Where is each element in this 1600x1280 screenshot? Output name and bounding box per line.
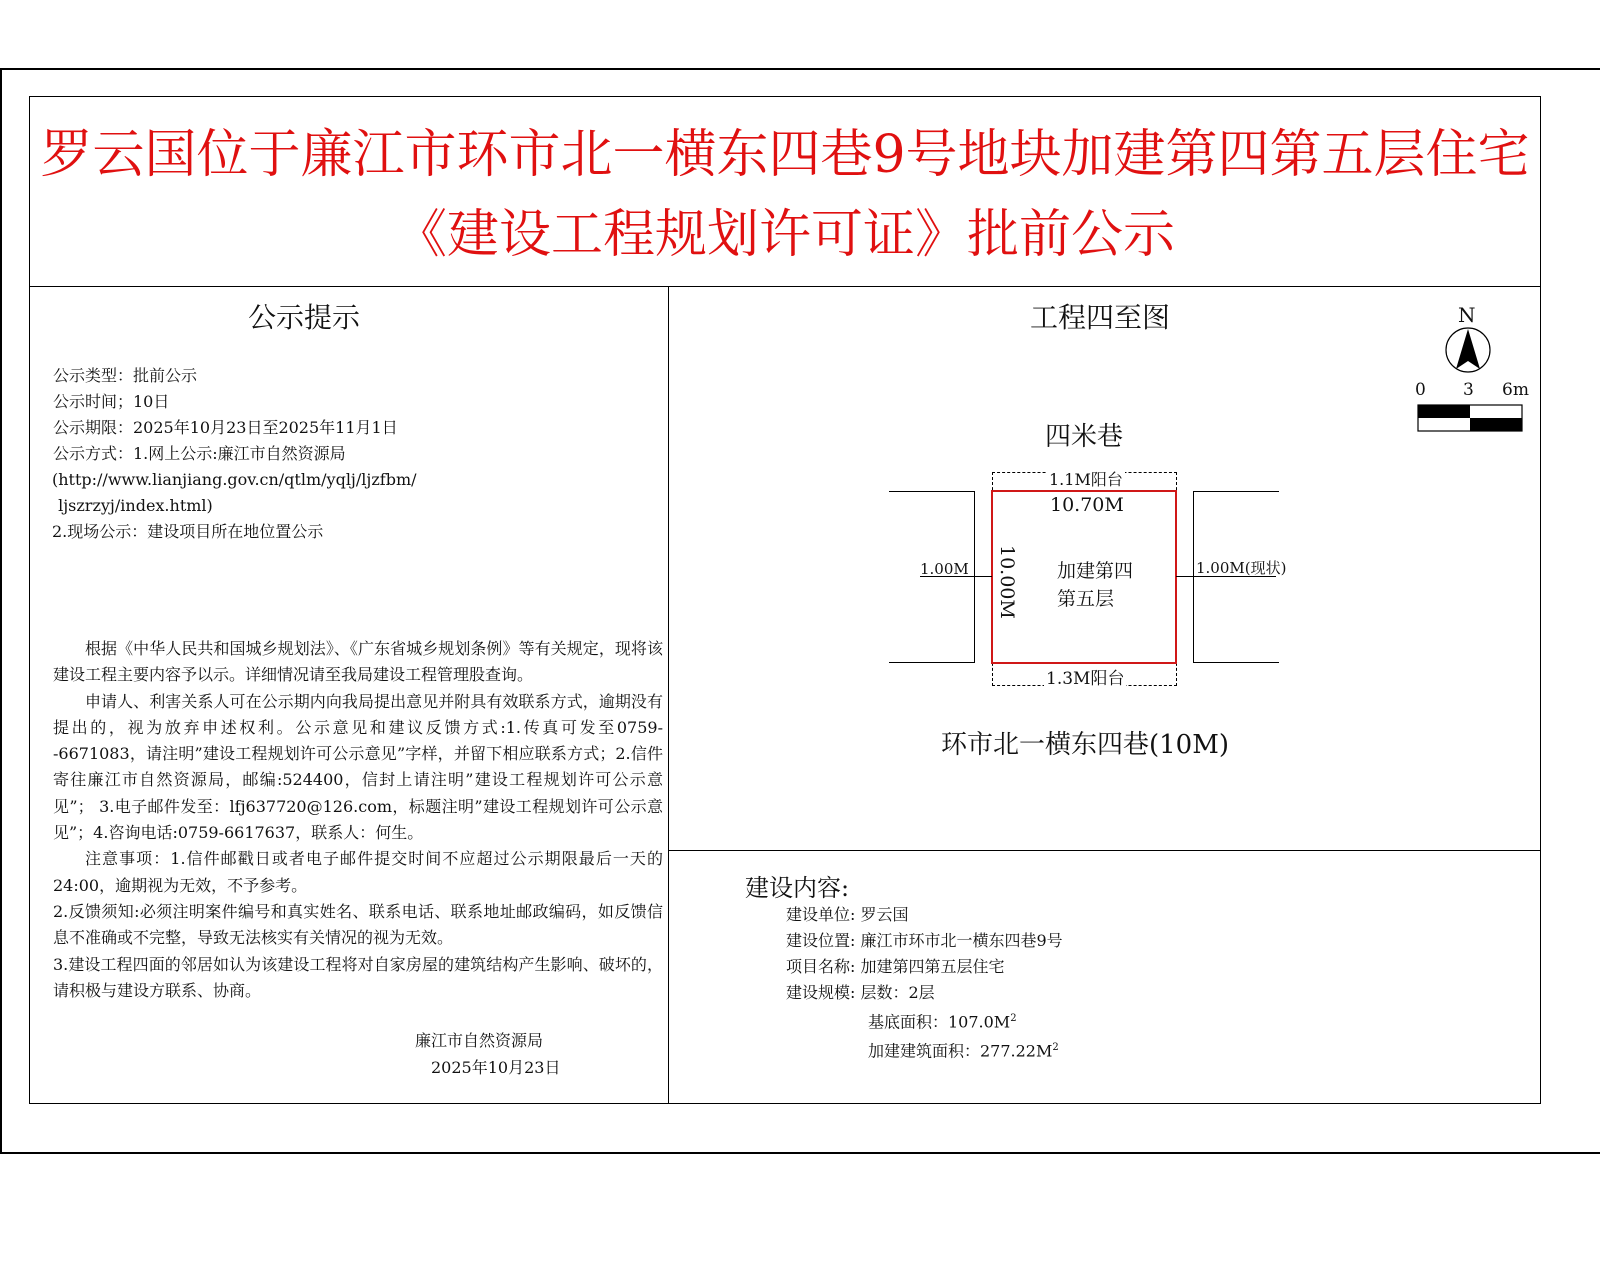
scale-label-6m: 6m	[1502, 380, 1529, 400]
construction-row-base-area: 基底面积：$107.0M^2$	[868, 1012, 1017, 1032]
page-title-line1: 罗云国位于廉江市环市北一横东四巷9号地块加建第四第五层住宅	[40, 125, 1530, 185]
notice-onsite: 2.现场公示：建设项目所在地位置公示	[52, 522, 324, 541]
north-road-label: 四米巷	[1045, 422, 1124, 452]
notice-url-line2[interactable]: ljszrzyj/index.html)	[53, 496, 213, 515]
notice-paragraph-feedback: 申请人、利害关系人可在公示期内向我局提出意见并附具有效联系方式，逾期没有提出的，视为放弃申述权利。公示意见和建议反馈方式:1.传真可发至0759--6671083，请注明”建设工程规划许可公示意见”字样，并留下相应联系方式；2.信件寄往廉江市自然资源局，邮编:524400，信封上请注明”建设工程规划许可公示意见”； 3.电子邮件发至：lfj637720@126.com，标题注明”建设工程规划许可公示意见”；4.咨询电话:0759-6617637，联系人：何生。	[53, 691, 663, 843]
column-divider	[668, 286, 669, 1104]
building-label-line2: 第五层	[1057, 588, 1115, 610]
construction-row-scale: 建设规模: 层数：2层	[786, 983, 935, 1002]
construction-row-location: 建设位置: 廉江市环市北一横东四巷9号	[786, 931, 1063, 950]
notice-heading: 公示提示	[248, 301, 361, 334]
construction-row-project: 项目名称: 加建第四第五层住宅	[786, 957, 1005, 976]
notice-type: 公示类型：批前公示	[53, 366, 198, 385]
construction-rows	[786, 902, 1063, 1065]
notice-paragraph-neighbors: 3.建设工程四面的邻居如认为该建设工程将对自家房屋的建筑结构产生影响、破坏的，请积极与建设方联系、协商。	[53, 954, 663, 1000]
top-balcony-label: 1.1M阳台	[1047, 467, 1125, 490]
depth-dimension: 10.00M	[996, 545, 1018, 619]
scale-bar-icon	[1417, 404, 1523, 432]
construction-row-added-area: 加建建筑面积：$277.22M^2$	[868, 1041, 1059, 1061]
construction-heading: 建设内容:	[745, 874, 850, 902]
notice-paragraph-legal: 根据《中华人民共和国城乡规划法》、《广东省城乡规划条例》等有关规定，现将该建设工程主要内容予以示。详细情况请至我局建设工程管理股查询。	[53, 639, 663, 685]
signature-org: 廉江市自然资源局	[415, 1031, 544, 1050]
north-arrow-icon	[1444, 325, 1492, 375]
scale-label-0: 0	[1415, 380, 1426, 400]
notice-method: 公示方式：1.网上公示:廉江市自然资源局	[53, 444, 346, 463]
south-road-label: 环市北一横东四巷(10M)	[941, 730, 1229, 760]
notice-url-line1[interactable]: (http://www.lianjiang.gov.cn/qtlm/yqlj/ljzfbm/	[52, 470, 417, 489]
notice-body	[53, 636, 663, 1004]
width-dimension: 10.70M	[1050, 494, 1124, 516]
north-label: N	[1458, 303, 1476, 327]
bottom-balcony-label: 1.3M阳台	[1044, 664, 1126, 689]
east-gap-label: 1.00M(现状)	[1196, 559, 1287, 577]
signature-date: 2025年10月23日	[431, 1058, 561, 1077]
west-gap-label: 1.00M	[920, 560, 969, 578]
scale-label-3: 3	[1463, 380, 1474, 400]
notice-fields	[53, 363, 417, 545]
notice-period: 公示期限：2025年10月23日至2025年11月1日	[53, 418, 398, 437]
site-plan-heading: 工程四至图	[1030, 301, 1171, 334]
construction-row-unit: 建设单位: 罗云国	[786, 905, 909, 924]
header-divider	[29, 286, 1541, 287]
building-label-line1: 加建第四	[1057, 560, 1134, 582]
right-section-divider	[668, 850, 1541, 851]
page-title-line2: 《建设工程规划许可证》批前公示	[394, 205, 1175, 265]
notice-paragraph-feedback-rules: 2.反馈须知:必须注明案件编号和真实姓名、联系电话、联系地址邮政编码，如反馈信息不准确或不完整，导致无法核实有关情况的视为无效。	[53, 901, 663, 948]
notice-paragraph-attention: 注意事项：1.信件邮戳日或者电子邮件提交时间不应超过公示期限最后一天的24:00，逾期视为无效，不予参考。	[53, 849, 663, 895]
notice-duration: 公示时间；10日	[53, 392, 170, 411]
